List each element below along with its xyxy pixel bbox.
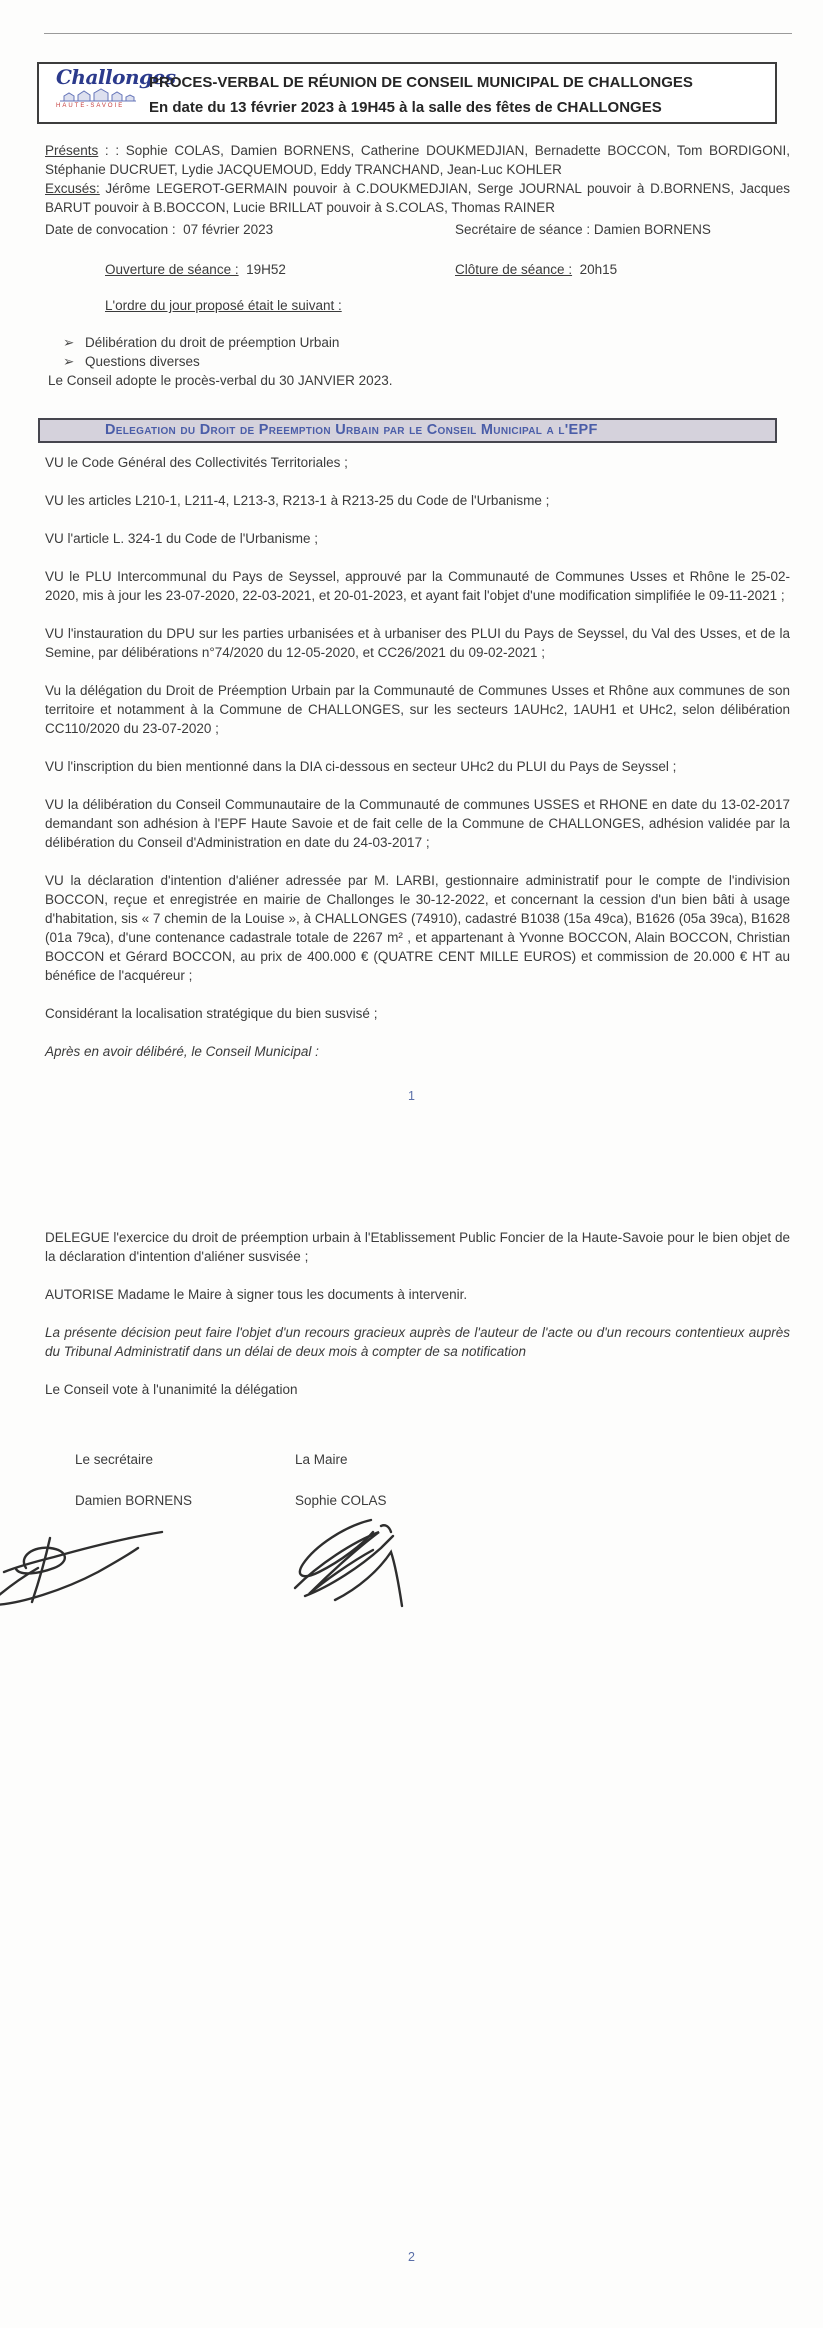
- opening-value: 19H52: [246, 262, 286, 277]
- challonges-logo: [39, 64, 176, 122]
- vu-paragraph: VU l'inscription du bien mentionné dans la DIA ci-dessous en secteur UHc2 du PLUI du Pays de Seyssel ;: [45, 759, 677, 774]
- vu-paragraph: VU le PLU Intercommunal du Pays de Seyssel, approuvé par la Communauté de Communes Usses et Rhône le 25-02-2020, mis à jour les 23-07-2020, 22-03-2021, et 20-01-2023, et ayant fait l'objet d'une modification simplifiée le 09-11-2021 ;: [45, 569, 790, 603]
- closing-label: Clôture de séance :: [455, 262, 573, 277]
- excuses-label: Excusés:: [45, 181, 100, 196]
- agenda-item-label: Délibération du droit de préemption Urbain: [85, 335, 340, 350]
- excuses-line: [45, 179, 790, 217]
- considerant-paragraph: Considérant la localisation stratégique du bien susvisé ;: [45, 1006, 378, 1021]
- closing-value: 20h15: [579, 262, 618, 277]
- pv-title-line1: PROCES-VERBAL DE RÉUNION DE CONSEIL MUNICIPAL DE CHALLONGES: [149, 74, 693, 91]
- logo-wordmark: Challonges: [56, 65, 176, 89]
- page-number-1: 1: [408, 1089, 415, 1103]
- list-item: [45, 352, 790, 371]
- vu-paragraph: VU l'instauration du DPU sur les parties urbanisées et à urbaniser des PLUI du Pays de Seyssel, du Val des Usses, et de la Semine, par délibérations n°74/2020 du 12-05-2020, et CC26/2021 du 09-02-2021 ;: [45, 626, 790, 660]
- list-item: [45, 333, 790, 352]
- convocation-label: Date de convocation :: [45, 222, 176, 237]
- opening-cell: [45, 260, 455, 279]
- vu-paragraph: Vu la délégation du Droit de Préemption Urbain par la Communauté de Communes Usses et Rhône aux communes de son territoire et notamment à la Commune de CHALLONGES, sur les secteurs 1AUHc2, 1AUH1 et UHc2, selon délibération CC110/2020 du 23-07-2020 ;: [45, 683, 790, 736]
- convocation-value: 07 février 2023: [183, 222, 274, 237]
- convocation-cell: [45, 220, 455, 239]
- vu-paragraph: VU le Code Général des Collectivités Territoriales ;: [45, 455, 348, 470]
- signature-damien-image: [0, 1508, 170, 1608]
- presents-label: Présents: [45, 143, 99, 158]
- page-number-2: 2: [408, 2250, 415, 2264]
- vu-paragraph: VU la délibération du Conseil Communautaire de la Communauté de communes USSES et RHONE en date du 13-02-2017 demandant son adhésion à l'EPF Haute Savoie et de fait celle de la Commune de CHALLONGES, adhésion validée par la délibération du Conseil d'Administration en date du 24-03-2017 ;: [45, 797, 790, 850]
- resolution-autorise: AUTORISE Madame le Maire à signer tous les documents à intervenir.: [45, 1287, 468, 1302]
- secretary-value: Damien BORNENS: [593, 222, 711, 237]
- attendance-section: [45, 141, 790, 390]
- presents-names: : : Sophie COLAS, Damien BORNENS, Catherine DOUKMEDJIAN, Bernadette BOCCON, Tom BORDIGONI, Stéphanie DUCRUET, Lydie JACQUEMOUD, Eddy TRANCHAND, Jean-Luc KOHLER: [45, 143, 790, 177]
- document-header: [37, 62, 777, 124]
- agenda-heading: [45, 296, 790, 315]
- pv-title-line2: En date du 13 février 2023 à 19H45 à la salle des fêtes de CHALLONGES: [149, 99, 662, 116]
- signature-sophie-image: [275, 1502, 420, 1622]
- presents-line: [45, 141, 790, 179]
- adoption-line: Le Conseil adopte le procès-verbal du 30 JANVIER 2023.: [48, 373, 393, 388]
- header-titles: [149, 64, 775, 122]
- secretary-label: Secrétaire de séance :: [455, 222, 591, 237]
- arrow-bullet-icon: ➢: [63, 354, 75, 369]
- secretary-signature-block: [75, 1450, 193, 1508]
- session-times-row: [45, 260, 790, 279]
- signatures-section: [45, 1450, 790, 1670]
- section-heading: Delegation du Droit de Preemption Urbain par le Conseil Municipal a l'EPF: [38, 418, 777, 443]
- vu-paragraph: VU l'article L. 324-1 du Code de l'Urbanisme ;: [45, 531, 319, 546]
- secretary-name: Damien BORNENS: [75, 1493, 193, 1508]
- mayor-signature-block: [295, 1450, 387, 1508]
- closing-cell: [455, 260, 790, 279]
- village-icon: [58, 88, 138, 103]
- secretary-role-label: Le secrétaire: [75, 1452, 154, 1467]
- resolution-delegue: DELEGUE l'exercice du droit de préemption urbain à l'Etablissement Public Foncier de la Haute-Savoie pour le bien objet de la déclaration d'intention d'aliéner susvisée ;: [45, 1230, 790, 1264]
- logo-region-label: HAUTE-SAVOIE: [56, 103, 125, 109]
- vote-line: Le Conseil vote à l'unanimité la délégation: [45, 1382, 298, 1397]
- deliberation-intro: Après en avoir délibéré, le Conseil Municipal :: [45, 1044, 319, 1059]
- recours-notice: La présente décision peut faire l'objet d'un recours gracieux auprès de l'auteur de l'acte ou d'un recours contentieux auprès du Tribunal Administratif dans un délai de deux mois à compter de sa notification: [45, 1325, 790, 1359]
- mayor-name: Sophie COLAS: [295, 1493, 387, 1508]
- vu-paragraph: VU la déclaration d'intention d'aliéner adressée par M. LARBI, gestionnaire administratif pour le compte de l'indivision BOCCON, reçue et enregistrée en mairie de Challonges le 30-12-2022, et concernant la cession d'un bien bâti à usage d'habitation, sis « 7 chemin de la Louise », à CHALLONGES (74910), cadastré B1038 (15a 49ca), B1626 (05a 39ca), B1628 (01a 79ca), d'une contenance cadastrale totale de 2267 m² , et appartenant à Yvonne BOCCON, Alain BOCCON, Christian BOCCON et Gérard BOCCON, au prix de 400.000 € (QUATRE CENT MILLE EUROS) et commission de 20.000 € HT au bénéfice de l'acquéreur ;: [45, 873, 790, 983]
- agenda-item-label: Questions diverses: [85, 354, 200, 369]
- vu-paragraph: VU les articles L210-1, L211-4, L213-3, R213-1 à R213-25 du Code de l'Urbanisme ;: [45, 493, 550, 508]
- opening-label: Ouverture de séance :: [105, 262, 239, 277]
- convocation-row: [45, 220, 790, 239]
- deliberation-recitals: [45, 453, 790, 1080]
- secretary-cell: [455, 220, 790, 239]
- top-scan-line: [44, 33, 792, 34]
- mayor-role-label: La Maire: [295, 1452, 348, 1467]
- arrow-bullet-icon: ➢: [63, 335, 75, 350]
- resolutions-section: [45, 1228, 790, 1418]
- agenda-list: [45, 333, 790, 371]
- excuses-names: Jérôme LEGEROT-GERMAIN pouvoir à C.DOUKMEDJIAN, Serge JOURNAL pouvoir à D.BORNENS, Jacques BARUT pouvoir à B.BOCCON, Lucie BRILLAT pouvoir à S.COLAS, Thomas RAINER: [45, 181, 790, 215]
- agenda-heading-text: L'ordre du jour proposé était le suivant :: [105, 298, 342, 313]
